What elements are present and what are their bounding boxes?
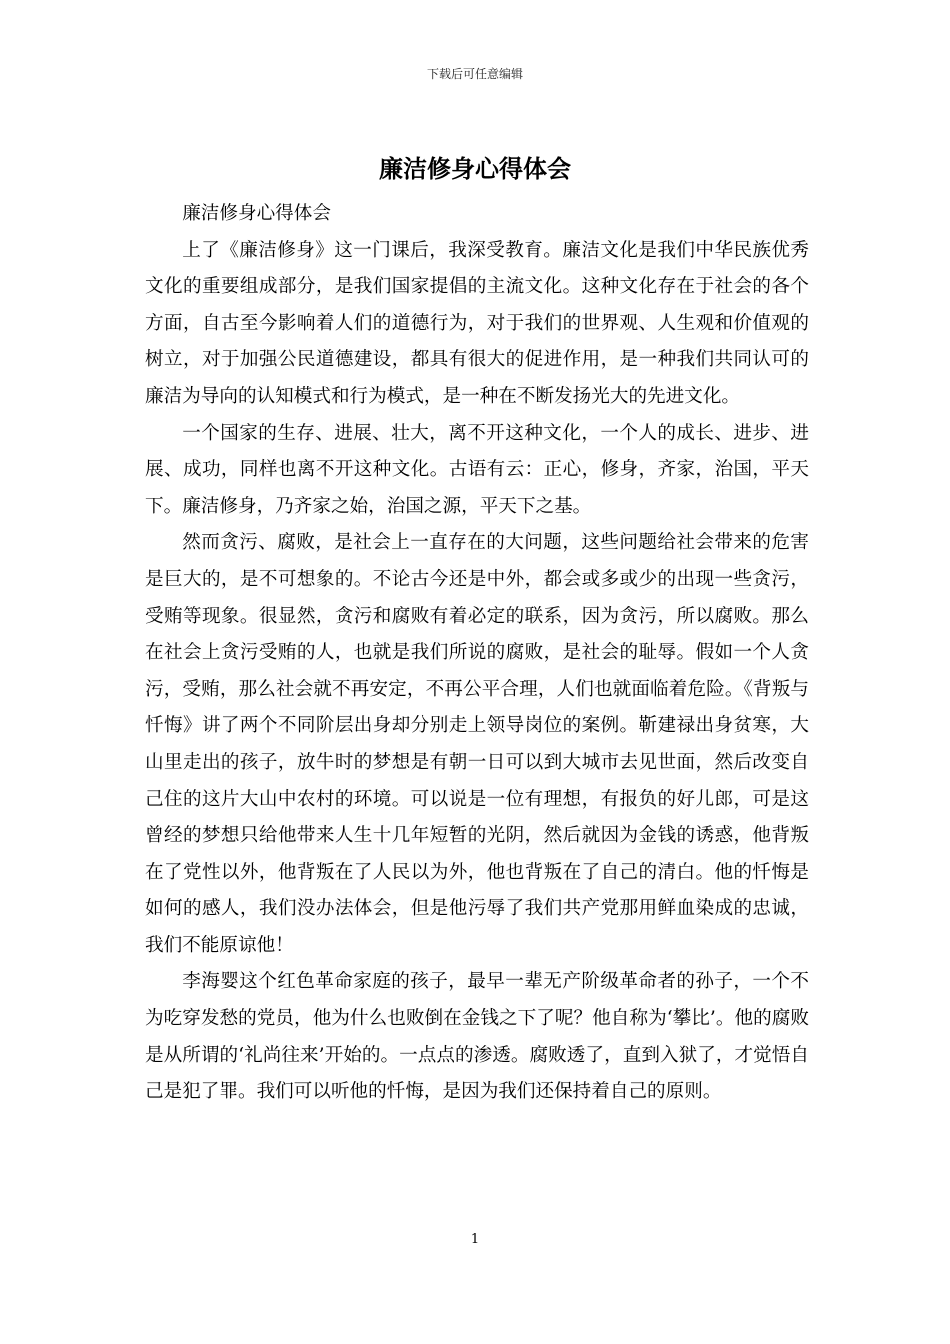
paragraph: 上了《廉洁修身》这一门课后，我深受教育。廉洁文化是我们中华民族优秀文化的重要组成部分，是我们国家提倡的主流文化。这种文化存在于社会的各个方面，自古至今影响着人们的道德行为，对于我们的世界观、人生观和价值观的树立，对于加强公民道德建设，都具有很大的促进作用，是一种我们共同认可的廉洁为导向的认知模式和行为模式，是一种在不断发扬光大的先进文化。	[145, 239, 809, 407]
page-header: 下载后可任意编辑	[426, 67, 523, 81]
document-title: 廉洁修身心得体会	[379, 154, 571, 183]
paragraph-subtitle: 廉洁修身心得体会	[182, 203, 331, 224]
paragraph: 然而贪污、腐败，是社会上一直存在的大问题，这些问题给社会带来的危害是巨大的，是不可想象的。不论古今还是中外，都会或多或少的出现一些贪污，受贿等现象。很显然，贪污和腐败有着必定的联系，因为贪污，所以腐败。那么在社会上贪污受贿的人，也就是我们所说的腐败，是社会的耻辱。假如一个人贪污，受贿，那么社会就不再安定，不再公平合理，人们也就面临着危险。《背叛与忏悔》讲了两个不同阶层出身却分别走上领导岗位的案例。靳建禄出身贫寒，大山里走出的孩子，放牛时的梦想是有朝一日可以到大城市去见世面，然后改变自己住的这片大山中农村的环境。可以说是一位有理想，有报负的好儿郎，可是这曾经的梦想只给他带来人生十几年短暂的光阴，然后就因为金钱的诱惑，他背叛在了党性以外，他背叛在了人民以为外，他也背叛在了自己的清白。他的忏悔是如何的感人，我们没办法体会，但是他污辱了我们共产党那用鲜血染成的忠诚，我们不能原谅他！	[145, 532, 809, 956]
paragraph: 一个国家的生存、进展、壮大，离不开这种文化，一个人的成长、进步、进展、成功，同样也离不开这种文化。古语有云：正心，修身，齐家，治国，平天下。廉洁修身，乃齐家之始，治国之源，平天下之基。	[145, 422, 809, 517]
page-number: 1	[470, 1232, 480, 1247]
document-body	[145, 196, 809, 1111]
paragraph: 李海婴这个红色革命家庭的孩子，最早一辈无产阶级革命者的孙子，一个不为吃穿发愁的党员，他为什么也败倒在金钱之下了呢？他自称为‘攀比’。他的腐败是从所谓的‘礼尚往来’开始的。一点点的渗透。腐败透了，直到入狱了，才觉悟自己是犯了罪。我们可以听他的忏悔，是因为我们还保持着自己的原则。	[145, 971, 809, 1103]
